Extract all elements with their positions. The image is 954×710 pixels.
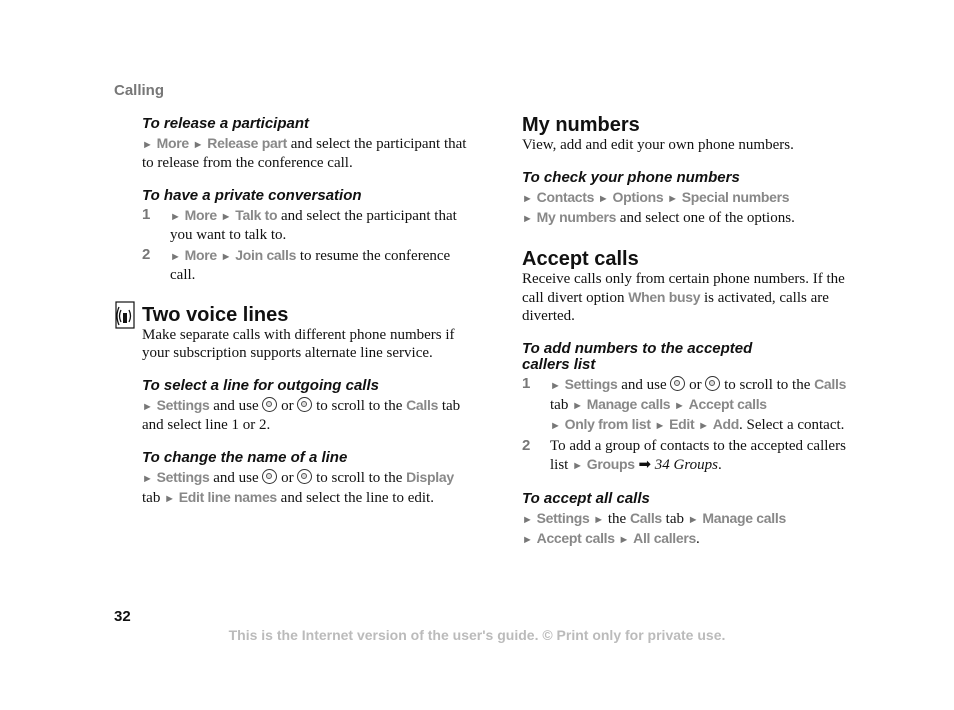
nav-arrow-icon: ►	[550, 380, 561, 392]
menu-edit-line-names: Edit line names	[178, 489, 277, 505]
menu-options: Options	[612, 189, 664, 205]
step-1: 1 ► Settings and use or to scroll to the Calls tab ► Manage calls ► Accept calls ► Only from list ► Edit ► Add. Select a contact.	[522, 375, 847, 433]
nav-arrow-icon: ►	[597, 193, 609, 205]
task-select-line-title: To select a line for outgoing calls	[142, 377, 379, 394]
nav-key-left-icon	[670, 376, 685, 391]
heading-two-voice-lines: Two voice lines	[142, 304, 289, 326]
task-release-body: ► More ► Release part and select the participant that to release from the conference call.	[142, 135, 467, 171]
nav-arrow-icon: ►	[550, 420, 561, 432]
nav-arrow-icon: ►	[674, 400, 685, 412]
menu-edit: Edit	[669, 416, 695, 432]
nav-arrow-icon: ►	[220, 251, 232, 263]
menu-join-calls: Join calls	[235, 247, 297, 263]
nav-arrow-icon: ►	[572, 400, 583, 412]
menu-more: More	[156, 135, 189, 151]
nav-arrow-icon: ►	[687, 514, 699, 526]
task-select-line-body: ► Settings and use or to scroll to the Calls tab and select line 1 or 2.	[142, 397, 461, 433]
menu-accept-calls: Accept calls	[536, 530, 615, 546]
nav-arrow-icon: ►	[522, 514, 533, 526]
nav-key-right-icon	[705, 376, 720, 391]
menu-more: More	[184, 247, 217, 263]
page-number: 32	[114, 608, 131, 625]
nav-arrow-icon: ►	[220, 211, 232, 223]
phone-network-icon	[115, 301, 135, 329]
menu-add: Add	[712, 416, 740, 432]
nav-arrow-icon: ►	[593, 514, 605, 526]
nav-arrow-icon: ►	[170, 251, 181, 263]
nav-key-right-icon	[297, 397, 312, 412]
option-when-busy: When busy	[628, 289, 701, 305]
menu-talk-to: Talk to	[235, 207, 278, 223]
nav-arrow-icon: ►	[142, 139, 153, 151]
menu-groups: Groups	[586, 456, 635, 472]
task-accept-all-title: To accept all calls	[522, 490, 650, 507]
menu-manage-calls: Manage calls	[586, 396, 671, 412]
voice-intro: Make separate calls with different phone numbers if your subscription supports alternate line service.	[142, 327, 455, 361]
nav-arrow-icon: ►	[572, 460, 583, 472]
task-add-numbers-title: To add numbers to the accepted callers list	[522, 340, 753, 373]
page-reference[interactable]: 34 Groups	[654, 457, 718, 473]
task-change-name-title: To change the name of a line	[142, 449, 348, 466]
step-2: 2 ► More ► Join calls to resume the conference call.	[142, 246, 451, 283]
nav-key-right-icon	[297, 469, 312, 484]
nav-arrow-icon: ►	[698, 420, 709, 432]
nav-arrow-icon: ►	[192, 139, 204, 151]
menu-settings: Settings	[156, 397, 210, 413]
menu-only-from-list: Only from list	[564, 416, 651, 432]
task-change-name-body: ► Settings and use or to scroll to the Display tab ► Edit line names and select the line to edit.	[142, 469, 454, 506]
nav-arrow-icon: ►	[522, 213, 533, 225]
nav-arrow-icon: ►	[164, 493, 175, 505]
tab-calls: Calls	[629, 510, 662, 526]
menu-contacts: Contacts	[536, 189, 595, 205]
nav-key-left-icon	[262, 469, 277, 484]
tab-calls: Calls	[406, 397, 439, 413]
nav-arrow-icon: ►	[654, 420, 666, 432]
menu-settings: Settings	[564, 376, 618, 392]
footer-disclaimer: This is the Internet version of the user's guide. © Print only for private use.	[228, 627, 726, 643]
task-accept-all-body: ► Settings ► the Calls tab ► Manage calls ► Accept calls ► All callers.	[522, 510, 786, 547]
right-column	[522, 114, 852, 549]
section-header: Calling	[114, 82, 165, 99]
nav-arrow-icon: ►	[522, 193, 533, 205]
task-private-title: To have a private conversation	[142, 187, 362, 204]
nav-arrow-icon: ►	[142, 473, 153, 485]
nav-arrow-icon: ►	[667, 193, 678, 205]
tab-display: Display	[406, 469, 454, 485]
menu-my-numbers: My numbers	[536, 209, 617, 225]
menu-all-callers: All callers	[633, 530, 697, 546]
heading-my-numbers: My numbers	[522, 114, 640, 136]
nav-arrow-icon: ►	[522, 534, 533, 546]
menu-manage-calls: Manage calls	[702, 510, 786, 526]
nav-key-left-icon	[262, 397, 277, 412]
reference-arrow-icon: ➡	[638, 457, 652, 473]
nav-arrow-icon: ►	[142, 401, 153, 413]
heading-accept-calls: Accept calls	[522, 248, 639, 270]
my-numbers-intro: View, add and edit your own phone numbers.	[522, 137, 794, 153]
tab-calls: Calls	[814, 376, 847, 392]
nav-arrow-icon: ►	[618, 534, 630, 546]
task-check-numbers-body: ► Contacts ► Options ► Special numbers ► My numbers and select one of the options.	[522, 189, 795, 226]
menu-more: More	[184, 207, 217, 223]
menu-special-numbers: Special numbers	[681, 189, 790, 205]
task-check-numbers-title: To check your phone numbers	[522, 169, 740, 186]
left-column	[142, 116, 474, 508]
menu-settings: Settings	[536, 510, 590, 526]
nav-arrow-icon: ►	[170, 211, 181, 223]
step-2: 2 To add a group of contacts to the accepted callers list ► Groups ➡ 34 Groups.	[522, 437, 846, 473]
accept-calls-intro: Receive calls only from certain phone numbers. If the call divert option When busy is activated, calls are diverted.	[522, 271, 845, 324]
menu-accept-calls: Accept calls	[688, 396, 767, 412]
menu-release-part: Release part	[207, 135, 287, 151]
task-release-title: To release a participant	[142, 115, 310, 132]
menu-settings: Settings	[156, 469, 210, 485]
step-1: 1 ► More ► Talk to and select the participant that you want to talk to.	[142, 206, 457, 243]
